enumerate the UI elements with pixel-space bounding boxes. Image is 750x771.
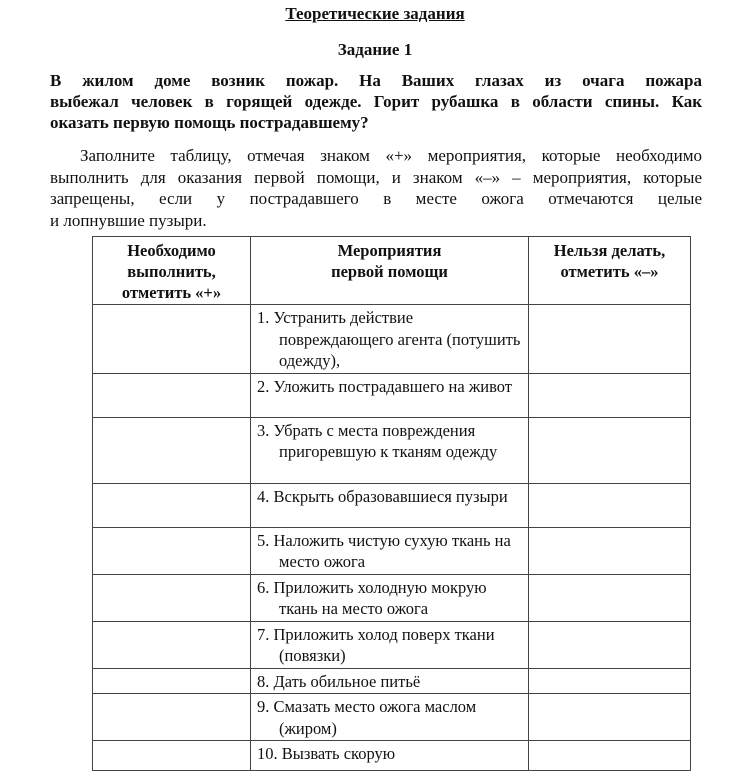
table-row [93,527,691,574]
action-cell [251,527,529,574]
action-text: 5. Наложить чистую сухую ткань на место ожога [257,530,511,571]
forbidden-cell[interactable] [529,741,691,771]
forbidden-cell[interactable] [529,574,691,621]
question-line: выбежал человек в горящей одежде. Горит рубашка в области спины. Как [50,92,702,111]
action-text: 6. Приложить холодную мокрую ткань на место ожога [257,577,487,618]
forbidden-cell[interactable] [529,527,691,574]
forbidden-cell[interactable] [529,694,691,741]
must-do-cell[interactable] [93,574,251,621]
header-line: отметить «–» [560,262,659,281]
table-row [93,621,691,668]
must-do-cell[interactable] [93,668,251,694]
action-text: 4. Вскрыть образовавшиеся пузыри [257,486,508,506]
header-line: первой помощи [331,262,448,281]
header-line: Нельзя делать, [553,241,666,260]
action-cell [251,668,529,694]
first-aid-table [92,236,691,771]
task-question [50,70,702,133]
instruction-line: выполнить для оказания первой помощи, и знаком «–» – мероприятия, которые [50,167,702,187]
task-instruction [50,145,702,231]
action-cell [251,694,529,741]
action-text: 7. Приложить холод поверх ткани (повязки) [257,624,495,665]
action-cell [251,621,529,668]
forbidden-cell[interactable] [529,417,691,483]
action-text: 3. Убрать с места повреждения пригоревшую к тканям одежду [257,420,498,461]
table-row [93,417,691,483]
forbidden-cell[interactable] [529,305,691,374]
must-do-cell[interactable] [93,621,251,668]
instruction-line: Заполните таблицу, отмечая знаком «+» мероприятия, которые необходимо [80,146,702,165]
question-line: В жилом доме возник пожар. На Ваших глазах из очага пожара [50,71,702,90]
action-cell [251,483,529,527]
forbidden-cell[interactable] [529,668,691,694]
table-row [93,668,691,694]
action-cell [251,574,529,621]
table-header-row [93,237,691,305]
action-text: 2. Уложить пострадавшего на живот [257,376,512,396]
header-line: Необходимо [127,241,216,260]
header-actions [251,237,529,305]
forbidden-cell[interactable] [529,621,691,668]
action-text: 10. Вызвать скорую [257,744,396,763]
forbidden-cell[interactable] [529,373,691,417]
table-row [93,741,691,771]
action-text: 9. Смазать место ожога маслом (жиром) [257,697,477,738]
section-title: Теоретические задания [285,4,465,23]
action-cell [251,417,529,483]
must-do-cell[interactable] [93,305,251,374]
must-do-cell[interactable] [93,417,251,483]
table-row [93,483,691,527]
must-do-cell[interactable] [93,741,251,771]
action-text: 1. Устранить действие повреждающего агента (потушить одежду), [257,308,521,370]
action-cell [251,373,529,417]
header-line: отметить «+» [121,283,222,302]
table-row [93,694,691,741]
must-do-cell[interactable] [93,483,251,527]
table-row [93,373,691,417]
task-title: Задание 1 [337,40,413,59]
table-row [93,305,691,374]
question-line: оказать первую помощь пострадавшему? [50,113,369,132]
forbidden-cell[interactable] [529,483,691,527]
header-line: Мероприятия [337,241,442,260]
must-do-cell[interactable] [93,527,251,574]
must-do-cell[interactable] [93,694,251,741]
action-cell [251,305,529,374]
header-line: выполнить, [127,262,216,281]
table-row [93,574,691,621]
instruction-line: запрещены, если у пострадавшего в месте ожога отмечаются целые [50,189,702,208]
header-must-do [93,237,251,305]
action-text: 8. Дать обильное питьё [257,671,421,691]
action-cell [251,741,529,771]
must-do-cell[interactable] [93,373,251,417]
instruction-line: и лопнувшие пузыри. [50,210,207,230]
header-forbidden [529,237,691,305]
